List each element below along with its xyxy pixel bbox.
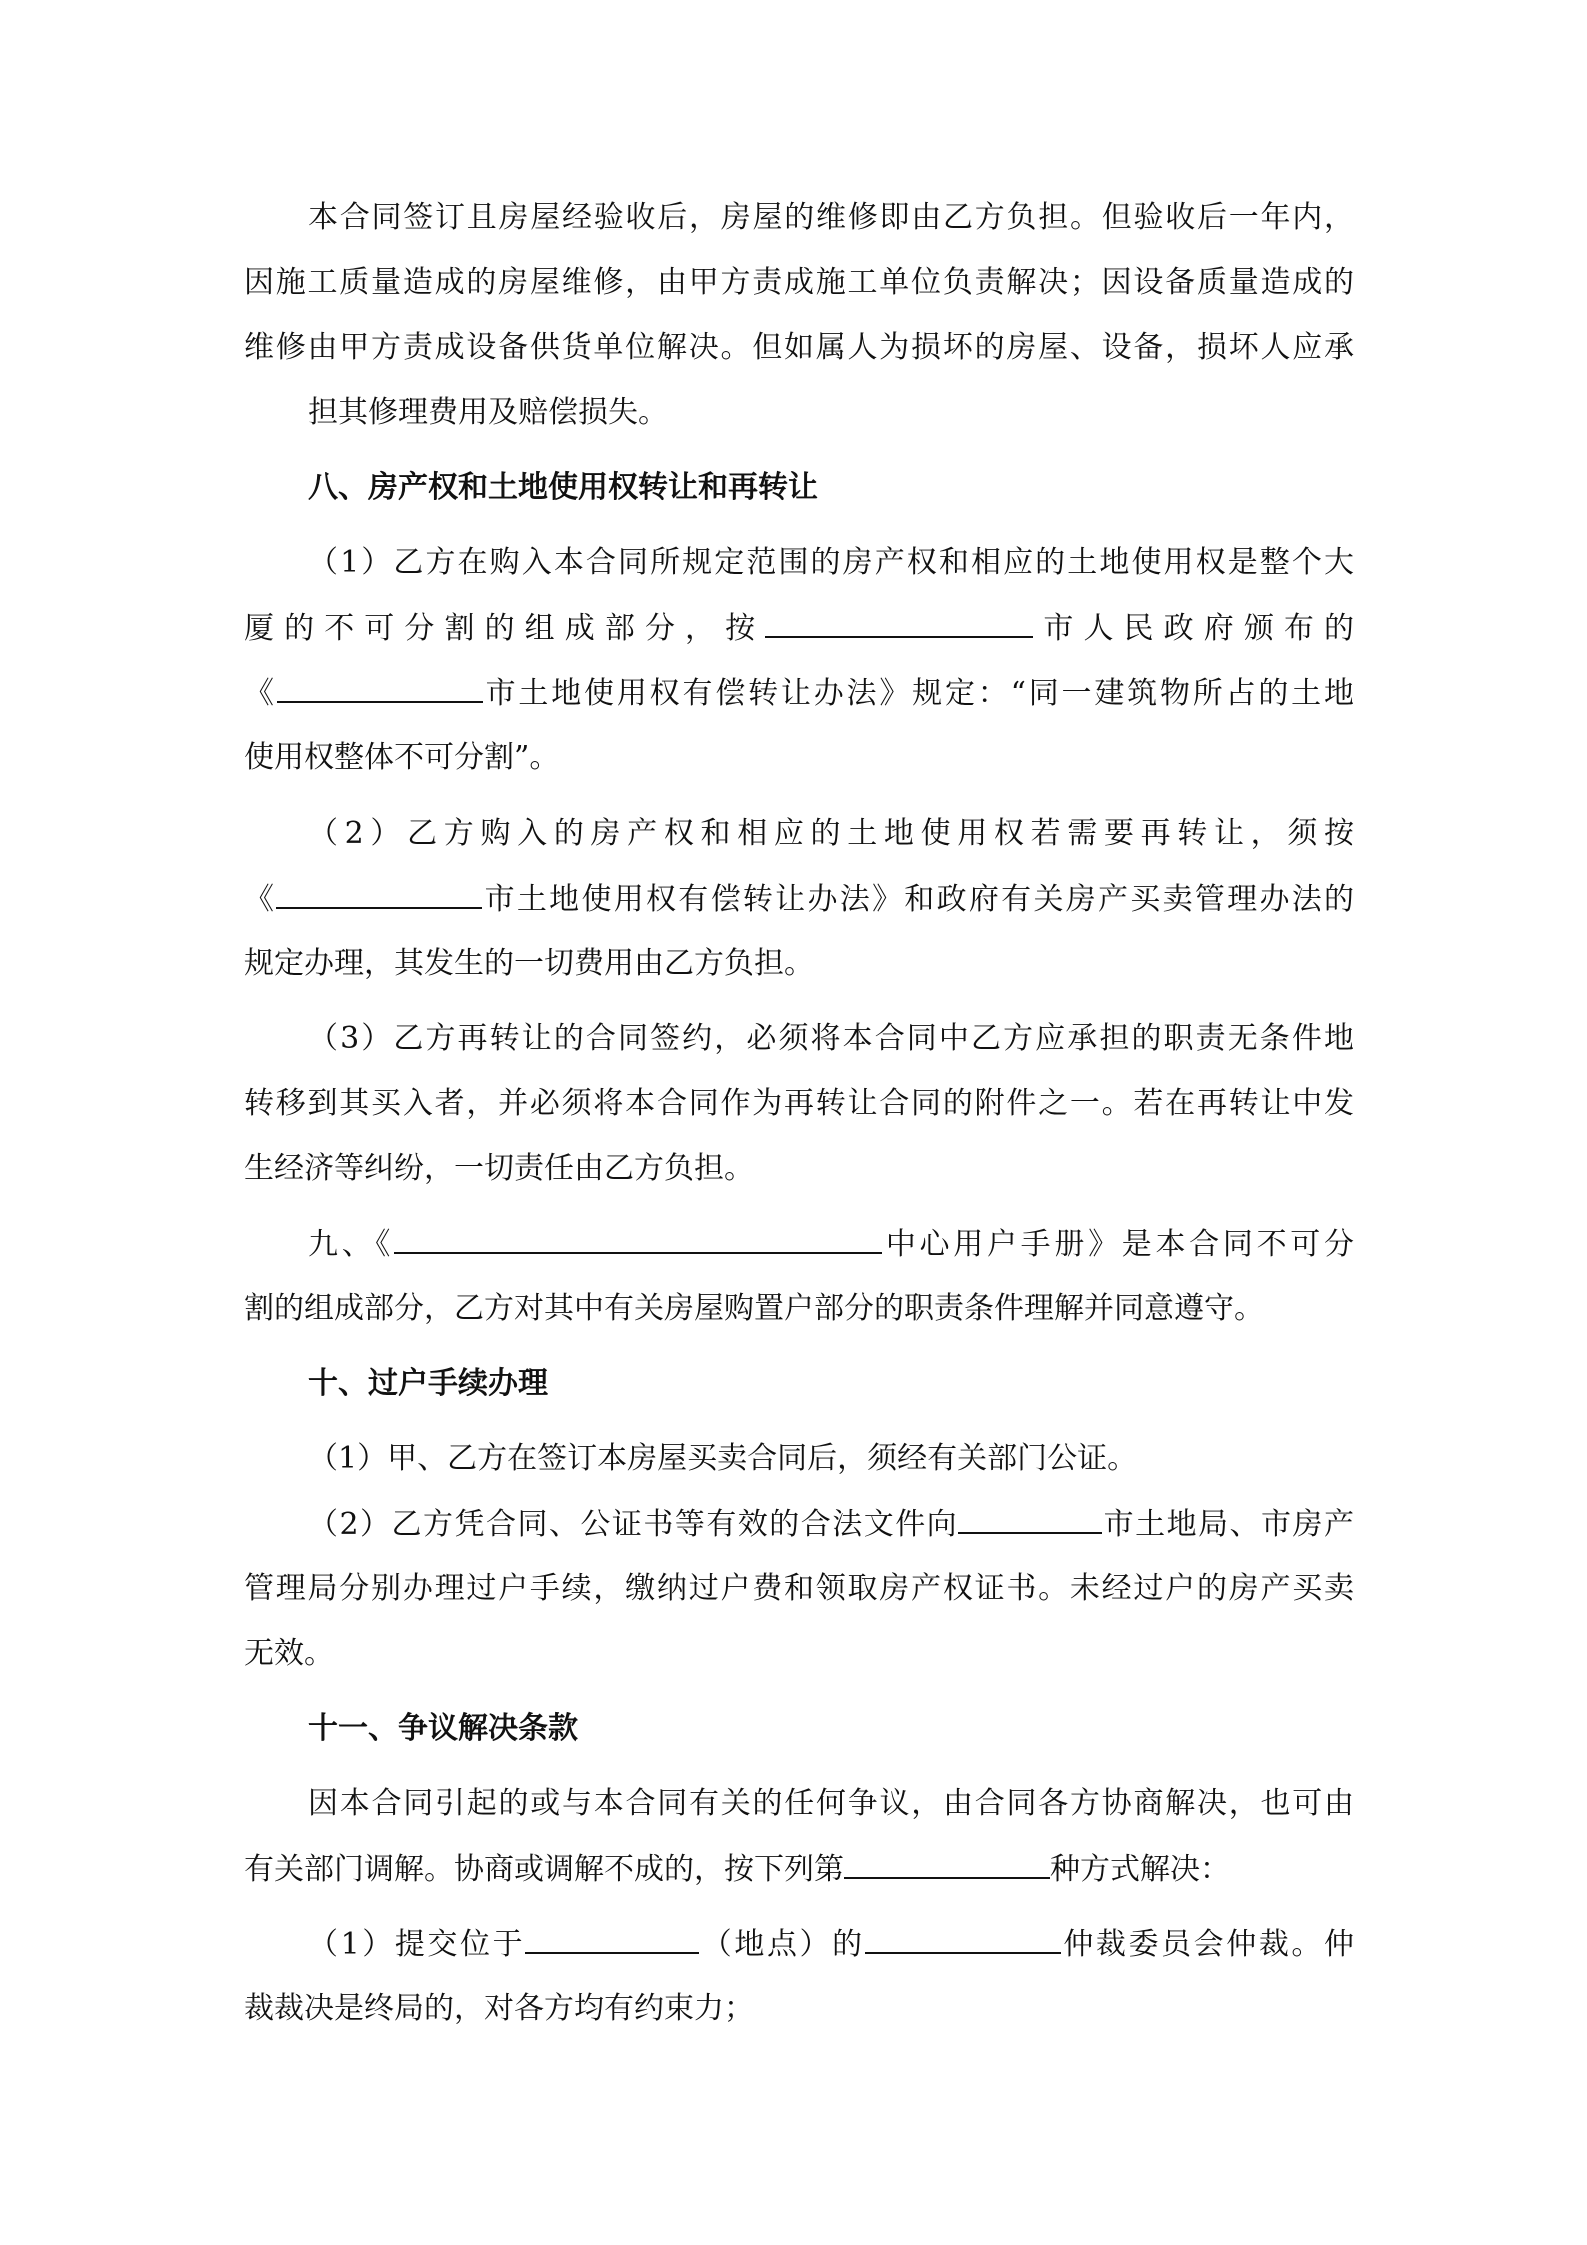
clause-8-1-line-3: [244, 671, 1354, 715]
clause-10-2-line-1: [308, 1502, 1354, 1546]
section-9-line-1-text-a: 九、《: [308, 1227, 395, 1262]
arbitration-commission-blank-field[interactable]: [865, 1922, 1061, 1954]
paragraph-maintenance-line-3: 维修由甲方责成设备供货单位解决。但如属人为损坏的房屋、设备，损坏人应承: [244, 330, 1354, 365]
clause-11-1-line-1-text-a: （1）提交位于: [308, 1927, 526, 1962]
paragraph-maintenance-line-1: 本合同签订且房屋经验收后，房屋的维修即由乙方负担。但验收后一年内，: [308, 200, 1354, 235]
section-heading-11: 十一、争议解决条款: [308, 1711, 578, 1746]
clause-11-1-line-2: 裁裁决是终局的，对各方均有约束力；: [244, 1991, 754, 2026]
clause-8-1-line-2-text-b: 市人民政府颁布的: [1033, 611, 1355, 646]
clause-10-2-line-1-text-b: 市土地局、市房产: [1102, 1507, 1354, 1542]
clause-8-2-line-2: [244, 877, 1354, 921]
city-blank-field[interactable]: [277, 671, 483, 703]
clause-10-2-line-1-text-a: （2）乙方凭合同、公证书等有效的合法文件向: [308, 1507, 959, 1542]
section-9-line-1: [308, 1222, 1354, 1266]
section-9-line-1-text-b: 中心用户手册》是本合同不可分: [882, 1227, 1355, 1262]
section-11-line-2-text-b: 种方式解决：: [1050, 1852, 1230, 1887]
clause-11-1-line-1-text-b: （地点）的: [699, 1927, 865, 1962]
city-blank-field[interactable]: [958, 1502, 1102, 1534]
clause-10-2-line-2: 管理局分别办理过户手续，缴纳过户费和领取房产权证书。未经过户的房产买卖: [244, 1571, 1354, 1606]
clause-8-1-line-2: [244, 606, 1354, 650]
clause-8-2-line-1: （2）乙方购入的房产权和相应的土地使用权若需要再转让，须按: [308, 816, 1354, 851]
clause-11-1-line-1: [308, 1922, 1354, 1966]
clause-10-2-line-3: 无效。: [244, 1636, 334, 1671]
city-blank-field[interactable]: [276, 877, 482, 909]
section-heading-8: 八、房产权和土地使用权转让和再转让: [308, 470, 818, 505]
clause-8-3-line-1: （3）乙方再转让的合同签约，必须将本合同中乙方应承担的职责无条件地: [308, 1021, 1354, 1056]
clause-11-1-line-1-text-c: 仲裁委员会仲裁。仲: [1060, 1927, 1355, 1962]
clause-8-2-line-2-text-b: 市土地使用权有偿转让办法》和政府有关房产买卖管理办法的: [482, 882, 1355, 917]
section-11-line-1: 因本合同引起的或与本合同有关的任何争议，由合同各方协商解决，也可由: [308, 1786, 1354, 1821]
paragraph-maintenance-line-2: 因施工质量造成的房屋维修，由甲方责成施工单位负责解决；因设备质量造成的: [244, 265, 1354, 300]
clause-10-1-line-1: （1）甲、乙方在签订本房屋买卖合同后，须经有关部门公证。: [308, 1441, 1138, 1476]
paragraph-maintenance-line-4: 担其修理费用及赔偿损失。: [308, 395, 668, 430]
section-11-line-2: [244, 1847, 1354, 1891]
section-9-line-2: 割的组成部分，乙方对其中有关房屋购置户部分的职责条件理解并同意遵守。: [244, 1291, 1264, 1326]
section-heading-10: 十、过户手续办理: [308, 1366, 548, 1401]
clause-8-1-line-3-text-a: 《: [244, 676, 277, 711]
center-name-blank-field[interactable]: [394, 1222, 882, 1254]
clause-8-1-line-3-text-b: 市土地使用权有偿转让办法》规定：“同一建筑物所占的土地: [482, 676, 1354, 711]
clause-8-2-line-2-text-a: 《: [244, 882, 277, 917]
location-blank-field[interactable]: [525, 1922, 699, 1954]
clause-8-1-line-2-text-a: 厦的不可分割的组成部分，按: [244, 611, 766, 646]
method-number-blank-field[interactable]: [844, 1847, 1050, 1879]
clause-8-3-line-3: 生经济等纠纷，一切责任由乙方负担。: [244, 1151, 754, 1186]
section-11-line-2-text-a: 有关部门调解。协商或调解不成的，按下列第: [244, 1852, 844, 1887]
clause-8-3-line-2: 转移到其买入者，并必须将本合同作为再转让合同的附件之一。若在再转让中发: [244, 1086, 1354, 1121]
clause-8-1-line-4: 使用权整体不可分割”。: [244, 740, 560, 775]
city-blank-field[interactable]: [765, 606, 1033, 638]
clause-8-1-line-1: （1）乙方在购入本合同所规定范围的房产权和相应的土地使用权是整个大: [308, 545, 1354, 580]
clause-8-2-line-3: 规定办理，其发生的一切费用由乙方负担。: [244, 946, 814, 981]
